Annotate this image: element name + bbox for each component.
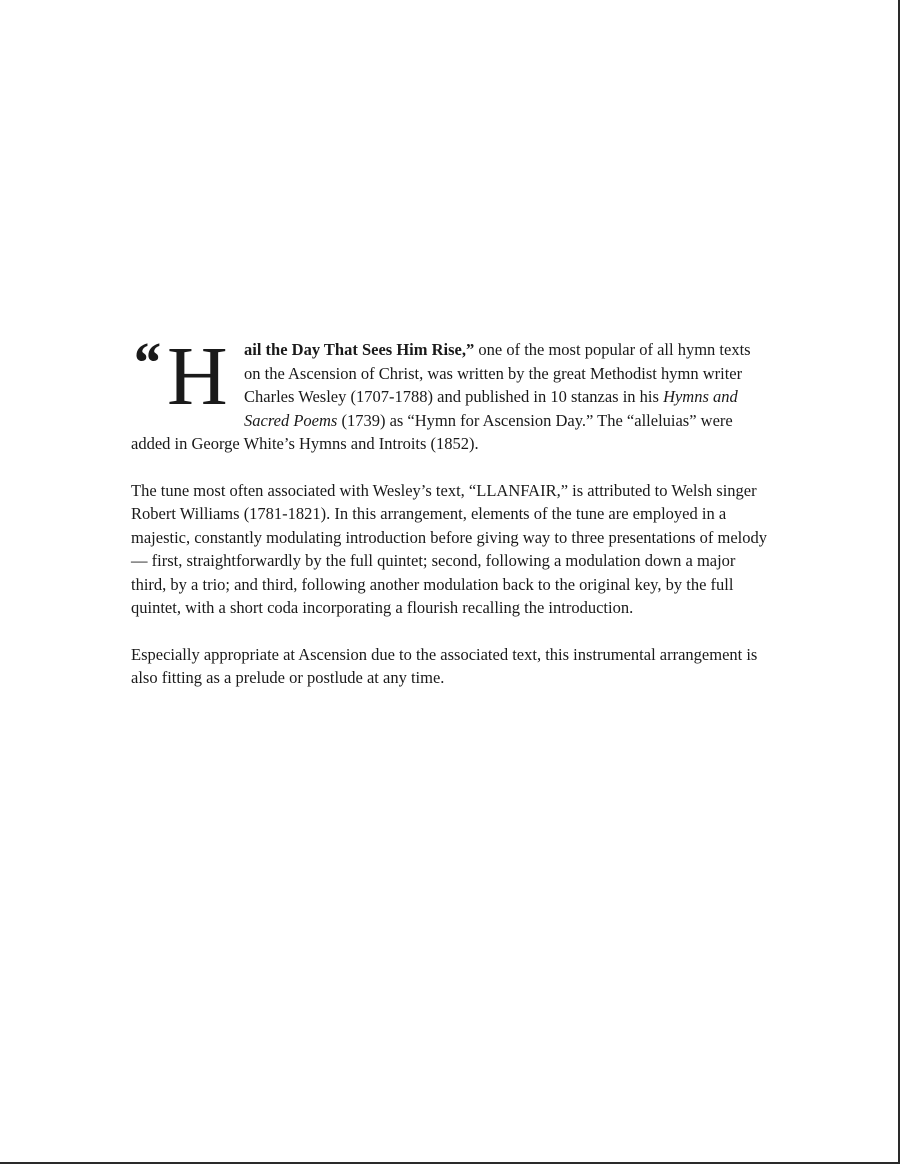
drop-cap (131, 330, 240, 423)
drop-cap-letter: H (167, 330, 228, 423)
book-title: Hymns and Sacred Poems (244, 387, 738, 430)
tune-paragraph: The tune most often associated with Wesley’s text, “LLANFAIR,” is attributed to Welsh singer Robert Williams (1781-1821). In this arrangement, elements of the tune are employed in a majestic, constantly modulating introduction before giving way to three presentations of melody — first, straightforwardly by the full quintet; second, following a modulation down a major third, by a trio; and third, following another modulation back to the original key, by the full quintet, with a short coda incorporating a flourish recalling the introduction. (131, 480, 768, 617)
hymn-title: ail the Day That Sees Him Rise,” (244, 340, 475, 359)
drop-cap-quote-mark: “ (131, 330, 156, 395)
usage-paragraph: Especially appropriate at Ascension due to the associated text, this instrumental arrangement is also fitting as a prelude or postlude at any time. (131, 644, 758, 687)
intro-text-part-2: (1739) as “Hymn for Ascension Day.” The “alleluias” were added in George White’s Hymns and Introits (1852). (131, 410, 733, 453)
intro-text-part-1: one of the most popular of all hymn texts on the Ascension of Christ, was written by the great Methodist hymn writer Charles Wesley (1707-1788) and published in 10 stanzas in his (244, 340, 751, 406)
intro-paragraph (131, 330, 771, 456)
document-body (131, 330, 771, 713)
